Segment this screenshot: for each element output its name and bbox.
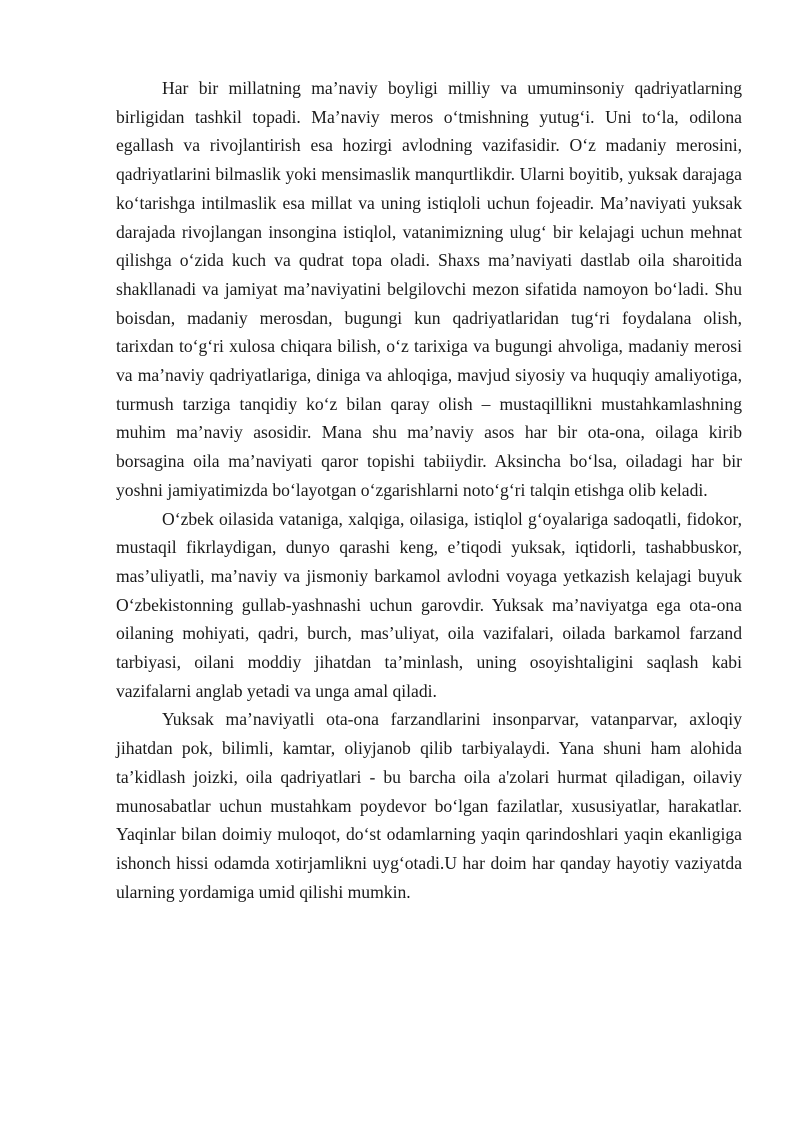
- paragraph-3: Yuksak ma’naviyatli ota-ona farzandlarini insonparvar, vatanparvar, axloqiy jihatdan pok, bilimli, kamtar, oliyjanob qilib tarbiyalaydi. Yana shuni ham alohida ta’kidlash joizki, oila qadriyatlari - bu barcha oila a'zolari hurmat qiladigan, oilaviy munosabatlar uchun mustahkam poydevor bo‘lgan fazilatlar, xususiyatlar, harakatlar. Yaqinlar bilan doimiy muloqot, do‘st odamlarning yaqin qarindoshlari yaqin ekanligiga ishonch hissi odamda xotirjamlikni uyg‘otadi.U har doim har qanday hayotiy vaziyatda ularning yordamiga umid qilishi mumkin.: [116, 709, 742, 902]
- document-page: [116, 74, 742, 906]
- paragraph-2: O‘zbek oilasida vataniga, xalqiga, oilasiga, istiqlol g‘oyalariga sadoqatli, fidokor, mustaqil fikrlaydigan, dunyo qarashi keng, e’tiqodi yuksak, iqtidorli, tashabbuskor, mas’uliyatli, ma’naviy va jismoniy barkamol avlodni voyaga yetkazish kelajagi buyuk O‘zbekistonning gullab-yashnashi uchun garovdir. Yuksak ma’naviyatga ega ota-ona oilaning mohiyati, qadri, burch, mas’uliyat, oila vazifalari, oilada barkamol farzand tarbiyasi, oilani moddiy jihatdan ta’minlash, uning osoyishtaligini saqlash kabi vazifalarni anglab yetadi va unga amal qiladi.: [116, 508, 742, 701]
- paragraph-1: Har bir millatning ma’naviy boyligi milliy va umuminsoniy qadriyatlarning birligidan tashkil topadi. Ma’naviy meros o‘tmishning yutug‘i. Uni to‘la, odilona egallash va rivojlantirish esa hozirgi avlodning vazifasidir. O‘z madaniy merosini, qadriyatlarini bilmaslik yoki mensimaslik manqurtlikdir. Ularni boyitib, yuksak darajaga ko‘tarishga intilmaslik esa millat va uning istiqloli uchun fojeadir. Ma’naviyati yuksak darajada rivojlangan insongina istiqlol, vatanimizning ulug‘ bir kelajagi uchun mehnat qilishga o‘zida kuch va qudrat topa oladi. Shaxs ma’naviyati dastlab oila sharoitida shakllanadi va jamiyat ma’naviyatini belgilovchi mezon sifatida namoyon bo‘ladi. Shu boisdan, madaniy merosdan, bugungi kun qadriyatlaridan tug‘ri foydalana olish, tarixdan to‘g‘ri xulosa chiqara bilish, o‘z tarixiga va bugungi ahvoliga, madaniy merosi va ma’naviy qadriyatlariga, diniga va ahloqiga, mavjud siyosiy va huquqiy amaliyotiga, turmush tarziga tanqidiy ko‘z bilan qaray olish – mustaqillikni mustahkamlashning muhim ma’naviy asosidir. Mana shu ma’naviy asos har bir ota-ona, oilaga kirib borsagina oila ma’naviyati qaror topishi tabiiydir. Aksincha bo‘lsa, oiladagi har bir yoshni jamiyatimizda bo‘layotgan o‘zgarishlarni noto‘g‘ri talqin etishga olib keladi.: [116, 78, 742, 500]
